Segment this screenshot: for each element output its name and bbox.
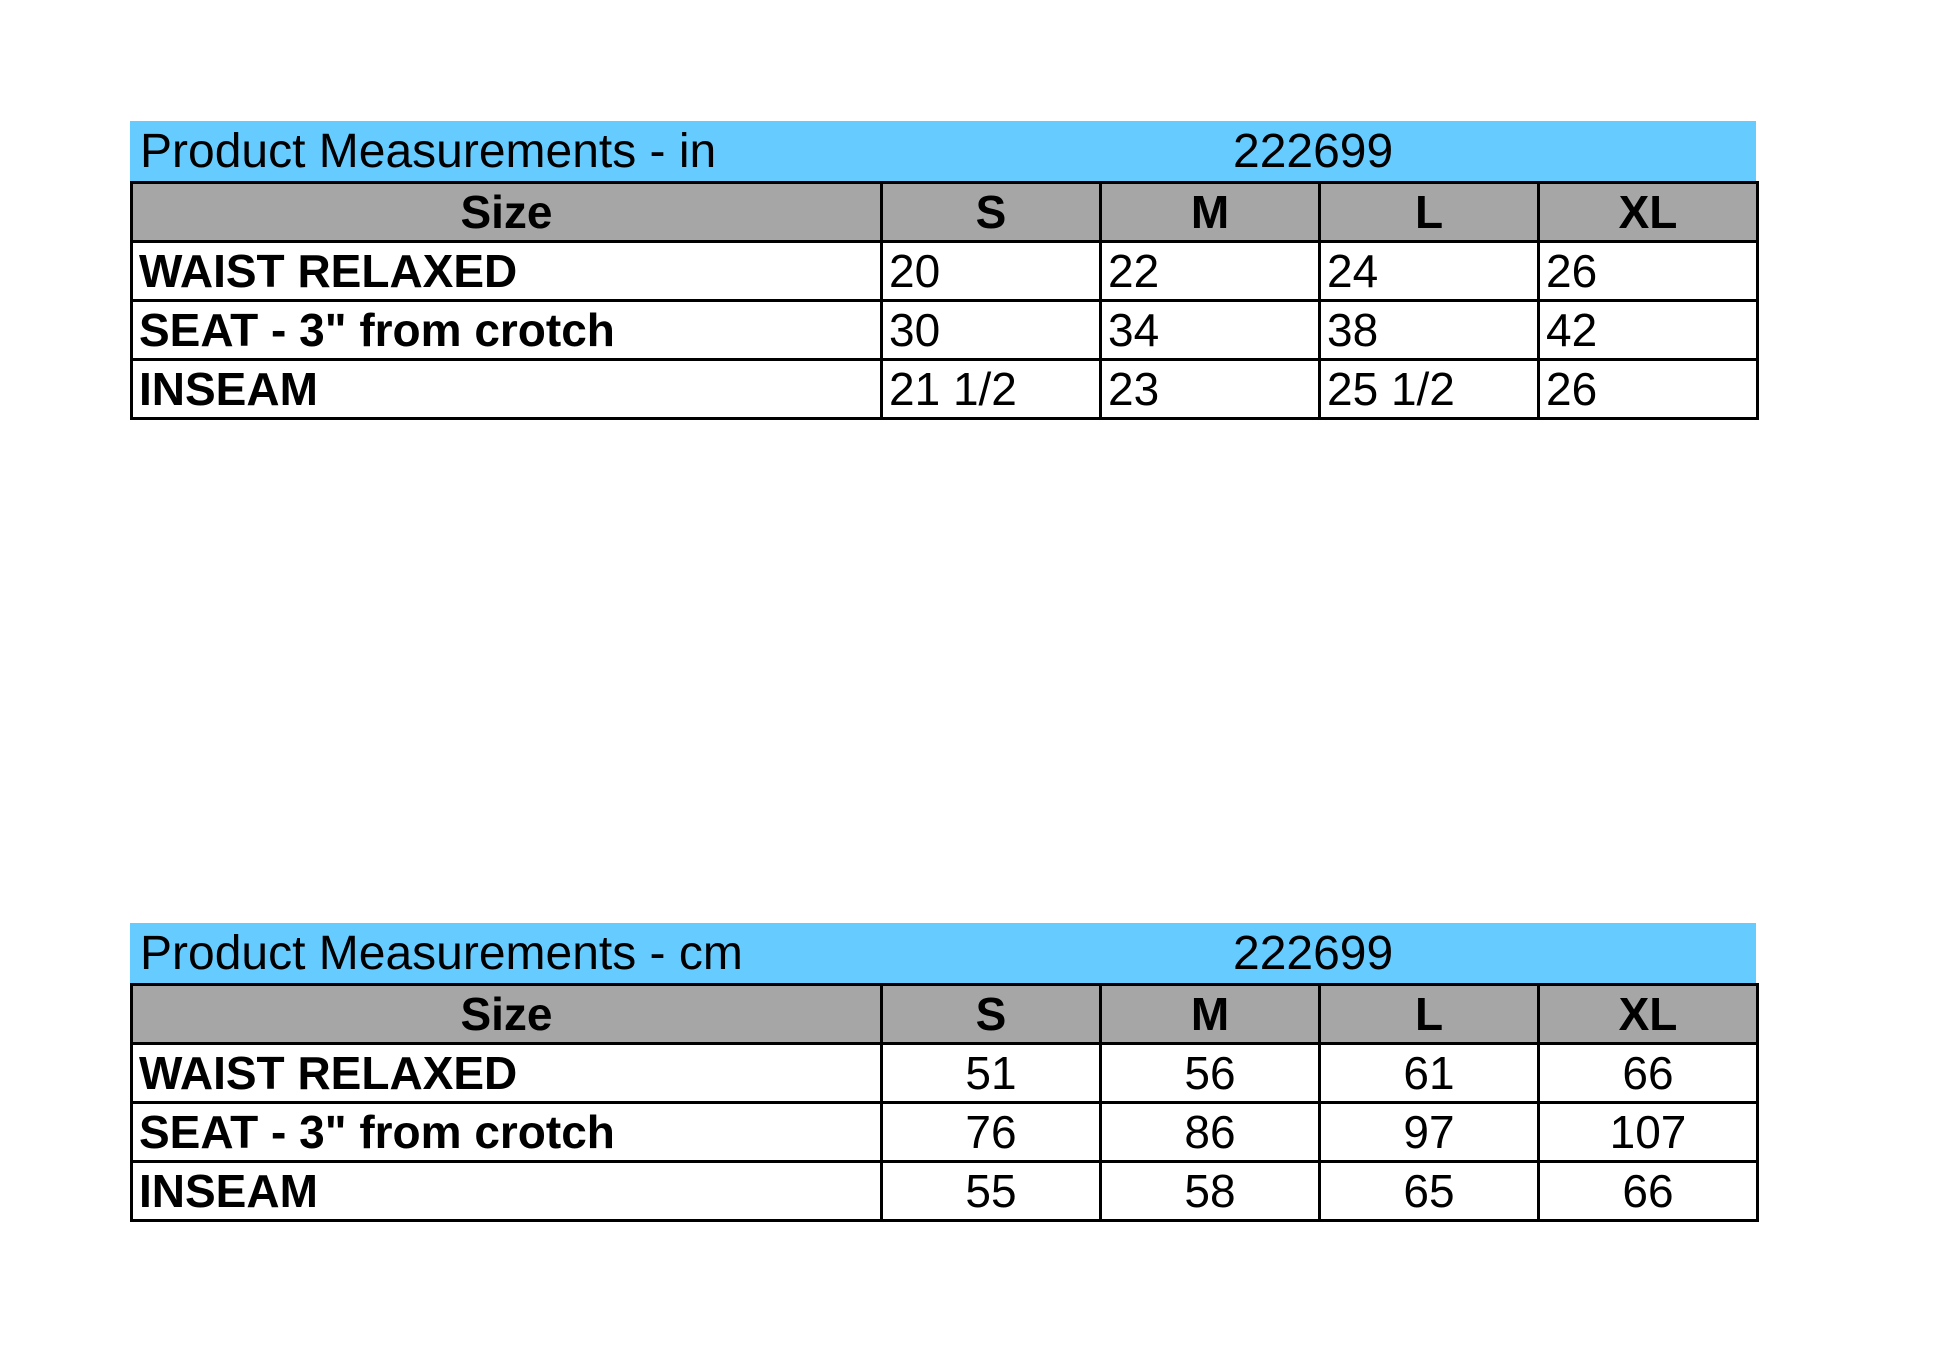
style-number: 222699: [1233, 927, 1394, 980]
style-number: 222699: [1233, 125, 1394, 178]
cell-value: 26: [1539, 360, 1758, 419]
cell-value: 66: [1539, 1044, 1758, 1103]
table-row: [132, 1162, 1758, 1221]
cell-value: 38: [1320, 301, 1539, 360]
table-row: [132, 242, 1758, 301]
cell-value: 76: [882, 1103, 1101, 1162]
table-row: [132, 360, 1758, 419]
cell-value: 34: [1101, 301, 1320, 360]
cell-value: 97: [1320, 1103, 1539, 1162]
header-size-m: M: [1101, 985, 1320, 1044]
row-label: INSEAM: [132, 360, 882, 419]
measurement-grid: [130, 983, 1759, 1222]
row-label: SEAT - 3" from crotch: [132, 301, 882, 360]
row-label: SEAT - 3" from crotch: [132, 1103, 882, 1162]
cell-value: 58: [1101, 1162, 1320, 1221]
cell-value: 21 1/2: [882, 360, 1101, 419]
cell-value: 107: [1539, 1103, 1758, 1162]
table-row: [132, 1044, 1758, 1103]
header-size-xl: XL: [1539, 183, 1758, 242]
cell-value: 86: [1101, 1103, 1320, 1162]
cell-value: 61: [1320, 1044, 1539, 1103]
cell-value: 23: [1101, 360, 1320, 419]
cell-value: 55: [882, 1162, 1101, 1221]
table-title: Product Measurements - in: [140, 125, 717, 178]
header-size-xl: XL: [1539, 985, 1758, 1044]
table-row: [132, 301, 1758, 360]
header-size-label: Size: [132, 985, 882, 1044]
header-size-label: Size: [132, 183, 882, 242]
cell-value: 51: [882, 1044, 1101, 1103]
row-label: WAIST RELAXED: [132, 242, 882, 301]
cell-value: 56: [1101, 1044, 1320, 1103]
cell-value: 22: [1101, 242, 1320, 301]
cell-value: 65: [1320, 1162, 1539, 1221]
title-bar: [130, 923, 1756, 983]
header-row: [132, 183, 1758, 242]
row-label: WAIST RELAXED: [132, 1044, 882, 1103]
cell-value: 24: [1320, 242, 1539, 301]
header-size-s: S: [882, 985, 1101, 1044]
row-label: INSEAM: [132, 1162, 882, 1221]
table-row: [132, 1103, 1758, 1162]
cell-value: 20: [882, 242, 1101, 301]
cell-value: 30: [882, 301, 1101, 360]
title-bar: [130, 121, 1756, 181]
cell-value: 25 1/2: [1320, 360, 1539, 419]
header-size-s: S: [882, 183, 1101, 242]
header-size-l: L: [1320, 985, 1539, 1044]
measurement-grid: [130, 181, 1759, 420]
table-title: Product Measurements - cm: [140, 927, 743, 980]
measurements-table-cm: [130, 923, 1756, 1222]
header-size-l: L: [1320, 183, 1539, 242]
cell-value: 66: [1539, 1162, 1758, 1221]
header-row: [132, 985, 1758, 1044]
cell-value: 42: [1539, 301, 1758, 360]
header-size-m: M: [1101, 183, 1320, 242]
measurements-table-inches: [130, 121, 1756, 420]
cell-value: 26: [1539, 242, 1758, 301]
